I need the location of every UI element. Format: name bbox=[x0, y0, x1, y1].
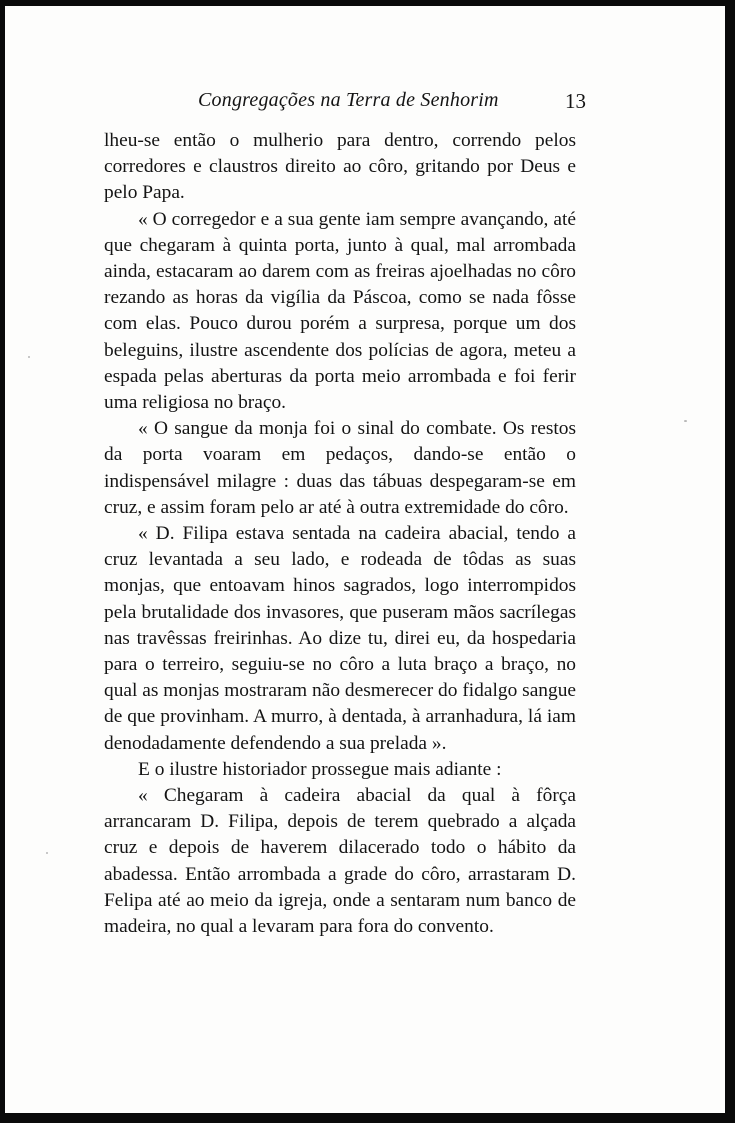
page-number: 13 bbox=[565, 89, 586, 113]
paragraph-6: « Chegaram à cadeira abacial da qual à fôrça arrancaram D. Filipa, depois de terem quebrado a alçada cruz e depois de haverem dilacerado todo o hábito da abadessa. Então arrombada a grade do côro, arrastaram D. Felipa até ao meio da igreja, onde a sentaram num banco de madeira, no qual a levaram para fora do convento. bbox=[104, 785, 576, 938]
running-title: Congregações na Terra de Senhorim bbox=[198, 89, 499, 111]
running-head bbox=[104, 84, 586, 114]
paper-speck bbox=[28, 356, 30, 358]
paper-speck bbox=[46, 852, 48, 854]
book-page bbox=[104, 84, 586, 940]
paragraph-4: « D. Filipa estava sentada na cadeira abacial, tendo a cruz levantada a seu lado, e rodeada de tôdas as suas monjas, que entoavam hinos sagrados, logo interrompidos pela brutalidade dos invasores, que puseram mãos sacrílegas nas travêssas freirinhas. Ao dize tu, direi eu, da hospedaria para o terreiro, seguiu-se no côro a luta braço a braço, no qual as monjas mostraram não desmerecer do fidalgo sangue de que provinham. A murro, à dentada, à arranhadura, lá iam denodadamente defendendo a sua prelada ». bbox=[104, 523, 576, 754]
paper-speck bbox=[684, 420, 687, 422]
paragraph-5: E o ilustre historiador prossegue mais adiante : bbox=[138, 758, 502, 780]
paragraph-3: « O sangue da monja foi o sinal do combate. Os restos da porta voaram em pedaços, dando-se então o indispensável milagre : duas das tábuas despegaram-se em cruz, e assim foram pelo ar até à outra extremidade do côro. bbox=[104, 418, 576, 518]
body-text bbox=[104, 128, 576, 940]
paragraph-2: « O corregedor e a sua gente iam sempre avançando, até que chegaram à quinta porta, junto à qual, mal arrombada ainda, estacaram ao darem com as freiras ajoelhadas no côro rezando as horas da vigília da Páscoa, como se nada fôsse com elas. Pouco durou porém a surpresa, porque um dos beleguins, ilustre ascendente dos polícias de agora, meteu a espada pelas aberturas da porta meio arrombada e foi ferir uma religiosa no braço. bbox=[104, 208, 576, 414]
paragraph-1: lheu-se então o mulherio para dentro, correndo pelos corredores e claustros direito ao côro, gritando por Deus e pelo Papa. bbox=[104, 130, 576, 204]
